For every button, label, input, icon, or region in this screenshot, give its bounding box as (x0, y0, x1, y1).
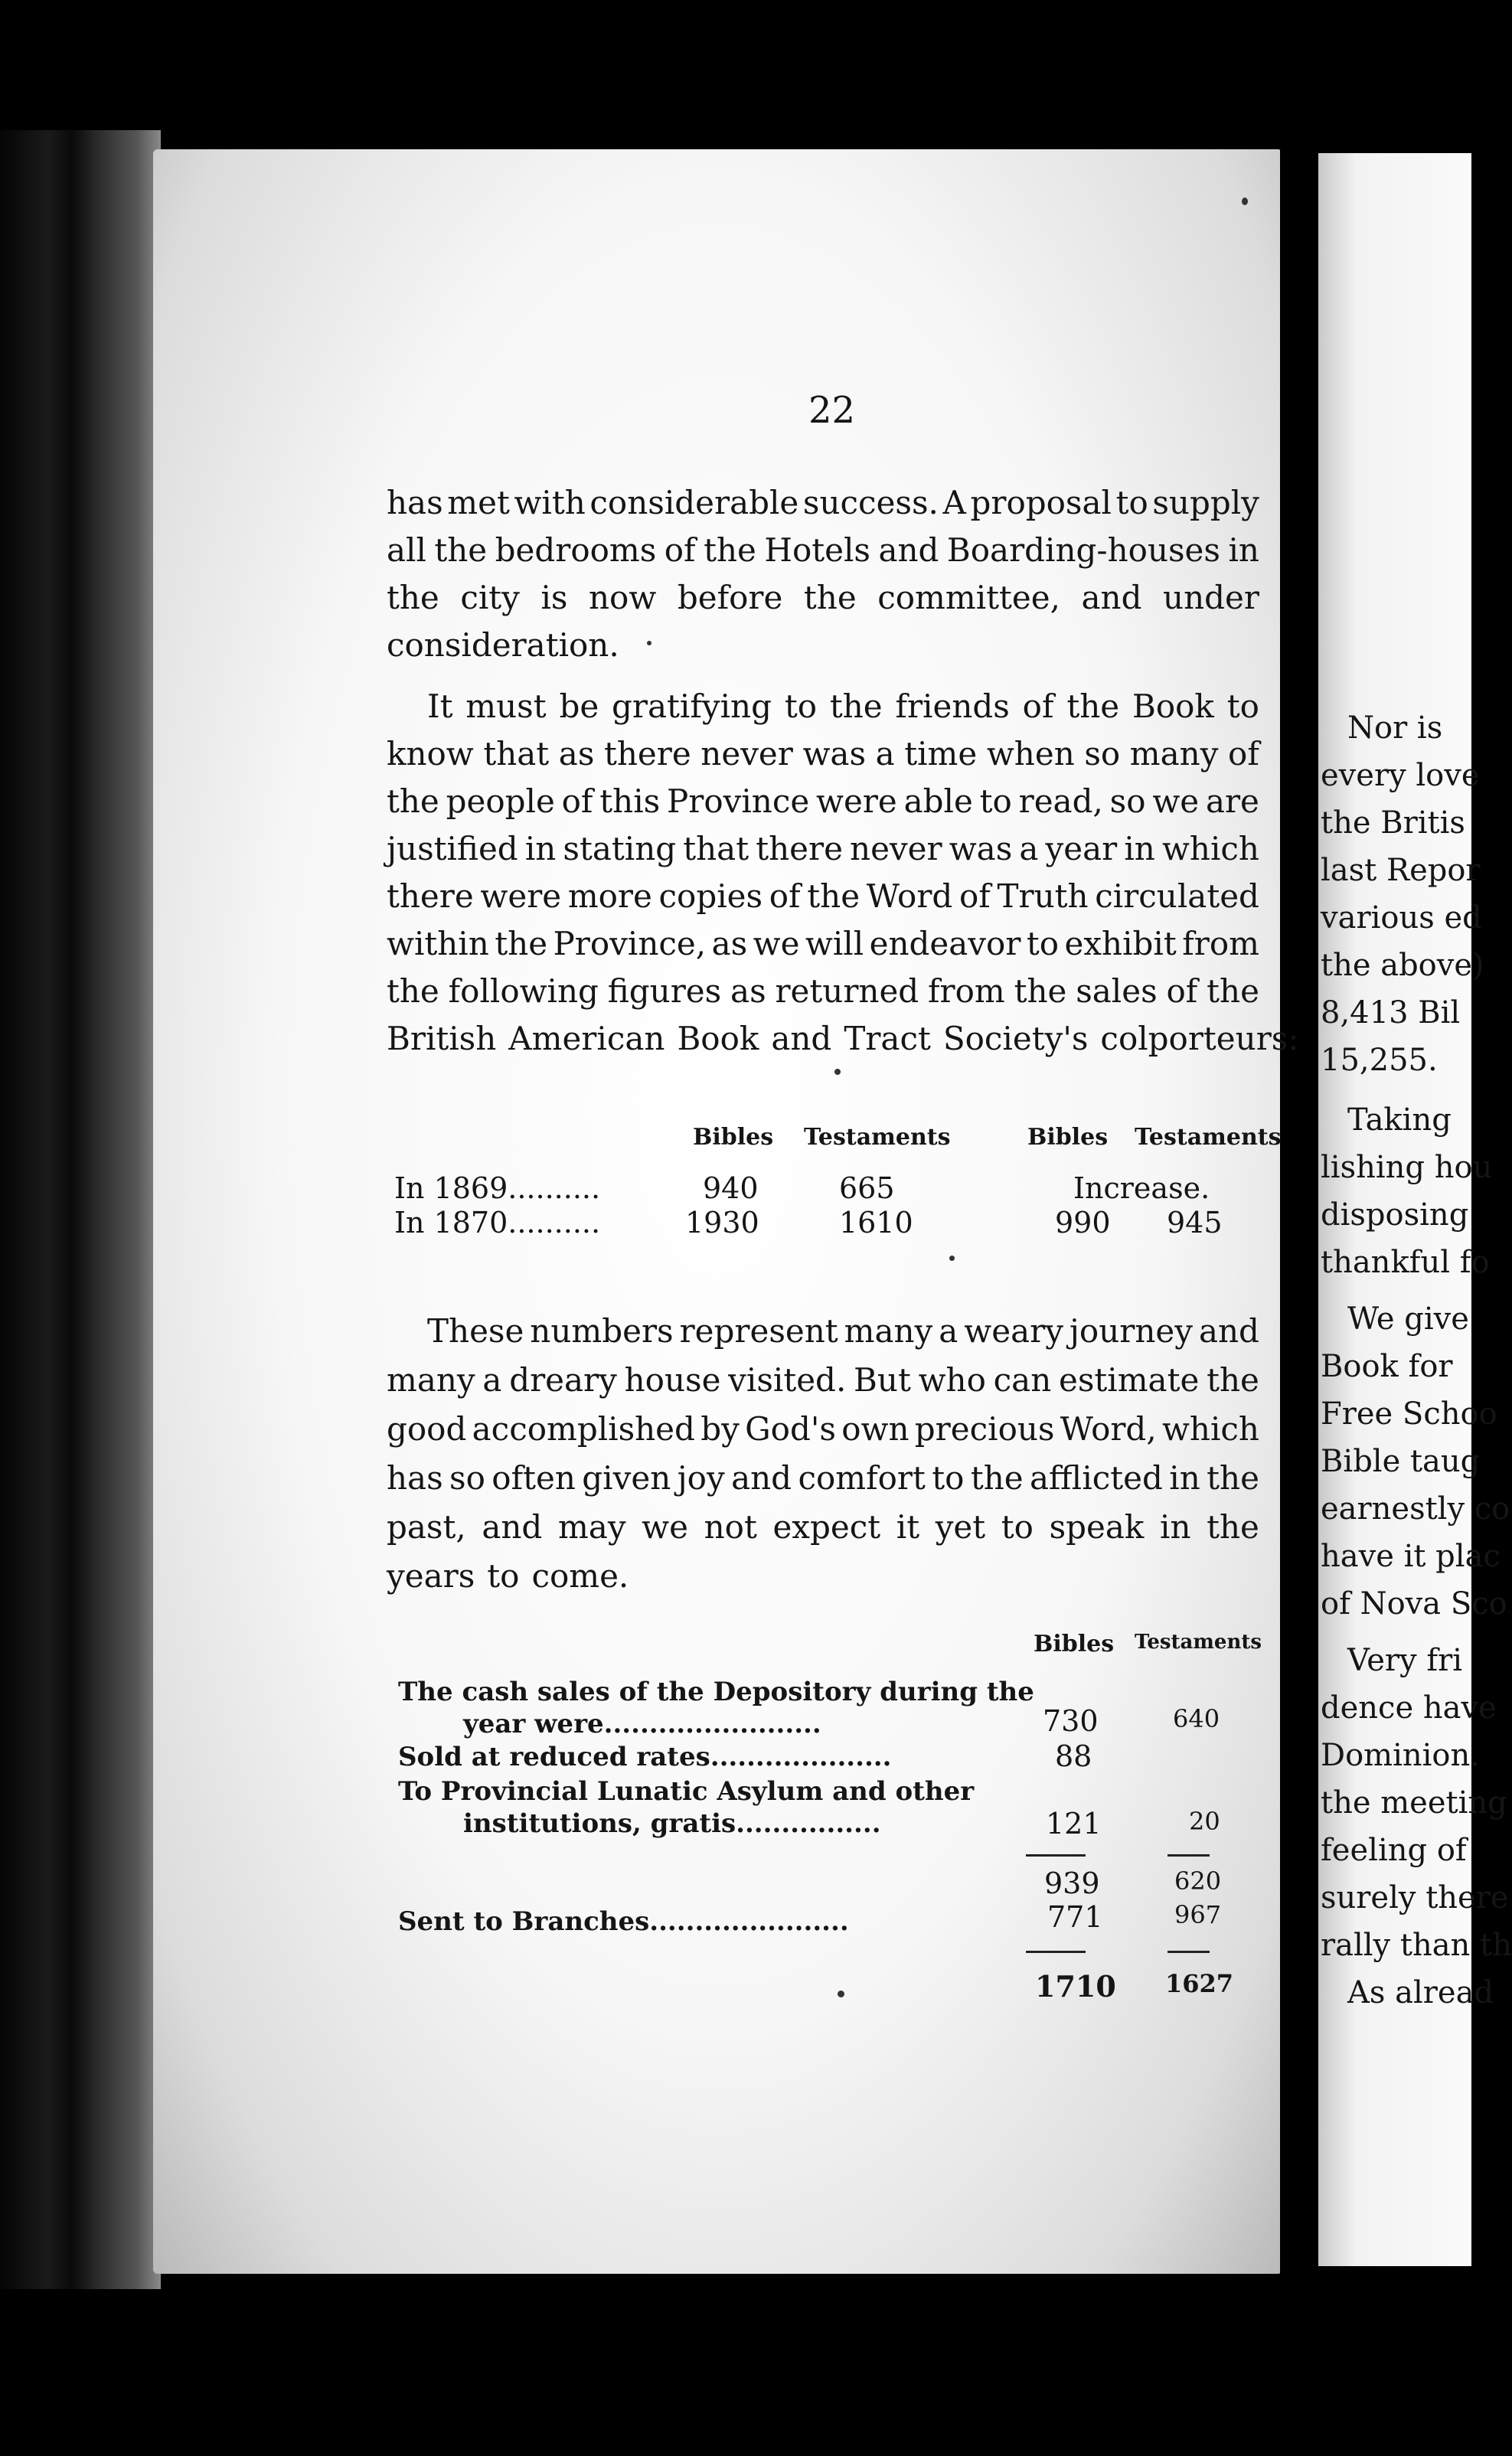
word: by (700, 1410, 740, 1448)
word: is (540, 579, 568, 616)
table1-header-inc-bibles: Bibles (1027, 1124, 1109, 1151)
scan-speck (834, 1069, 841, 1075)
word: to (784, 687, 817, 725)
word: comfort (798, 1459, 926, 1497)
table2-total-rule-testaments (1167, 1951, 1210, 1953)
right-page-line: Taking (1347, 1102, 1452, 1138)
word: of (1022, 687, 1054, 725)
word: a (875, 735, 895, 772)
text-line (387, 972, 1259, 1010)
word: consideration. (387, 626, 619, 664)
word: within (387, 925, 489, 962)
scan-speck (838, 1991, 844, 1997)
word: copies (658, 877, 763, 915)
word: the (434, 531, 488, 569)
right-page-line: have it plac (1321, 1539, 1501, 1574)
word: more (567, 877, 652, 915)
word: may (557, 1508, 626, 1546)
word: Boarding-houses (946, 531, 1220, 569)
right-page-line: the meeting (1321, 1785, 1507, 1821)
table1-cell-testaments: 1610 (839, 1206, 913, 1239)
right-page-line: the Britis (1321, 805, 1465, 841)
table2-cell-bibles: 121 (1046, 1807, 1102, 1840)
table2-row-line1: The cash sales of the Depository during the (398, 1677, 1034, 1707)
word: can (993, 1361, 1052, 1399)
word: so (449, 1459, 485, 1497)
text-line (387, 531, 1259, 569)
word: we (753, 925, 800, 962)
word: the (387, 579, 439, 616)
text-line (427, 687, 1259, 725)
text-line (387, 1557, 1259, 1595)
word: Tract (844, 1020, 931, 1057)
word: and (482, 1508, 543, 1546)
word: the (1207, 1508, 1259, 1546)
word: figures (607, 972, 722, 1010)
word: Book (1132, 687, 1214, 725)
word: the (1207, 1361, 1259, 1399)
right-page-line: Nor is (1347, 710, 1443, 746)
word: year (1045, 830, 1118, 867)
word: with (514, 484, 586, 521)
word: to (1226, 687, 1259, 725)
word: yet (935, 1508, 986, 1546)
text-line (387, 484, 1259, 521)
word: under (1163, 579, 1259, 616)
table2-row-line2: year were........................ (463, 1709, 821, 1739)
word: we (642, 1508, 688, 1546)
word: of (1228, 735, 1259, 772)
word: a (939, 1312, 958, 1350)
text-line (387, 1020, 1299, 1057)
word: which (1161, 830, 1259, 867)
word: Book (677, 1020, 759, 1057)
right-page-line: feeling of (1321, 1833, 1467, 1868)
table2-row-line1: To Provincial Lunatic Asylum and other (398, 1776, 975, 1807)
text-line (387, 1361, 1259, 1399)
word: to (932, 1459, 965, 1497)
scan-border-top (0, 0, 1464, 145)
word: able (903, 782, 973, 820)
word: has (387, 484, 443, 521)
text-line (387, 626, 1259, 664)
word: Province (667, 782, 810, 820)
word: years (387, 1557, 475, 1595)
page-number: 22 (808, 389, 856, 432)
scan-speck (647, 641, 651, 645)
right-page-line: thankful fo (1321, 1245, 1490, 1280)
word: in (524, 830, 557, 867)
table2-subtotal-bibles: 939 (1044, 1866, 1100, 1900)
word: the (495, 925, 548, 962)
right-page-line: Free Schoo (1321, 1396, 1497, 1432)
word: of (958, 877, 991, 915)
word: we (1152, 782, 1200, 820)
text-line (387, 735, 1259, 772)
word: many (844, 1312, 933, 1350)
word: when (986, 735, 1075, 772)
word: of (561, 782, 593, 820)
word: justified (387, 830, 518, 867)
word: A (942, 484, 966, 521)
word: visited. (728, 1361, 847, 1399)
table1-cell-inc-bibles: 990 (1055, 1206, 1111, 1239)
word: Word, (1060, 1410, 1157, 1448)
word: the (1066, 687, 1120, 725)
word: in (1228, 531, 1259, 569)
word: was (802, 735, 867, 772)
word: as (711, 925, 748, 962)
word: never (700, 735, 793, 772)
text-line (427, 1312, 1259, 1350)
right-page-line: last Repor (1321, 853, 1481, 888)
word: as (558, 735, 595, 772)
table1-header-testaments: Testaments (804, 1124, 951, 1151)
word: there (603, 735, 691, 772)
word: be (559, 687, 599, 725)
word: own (841, 1410, 909, 1448)
table2-branches-testaments: 967 (1174, 1900, 1222, 1929)
right-page-line: rally than th (1321, 1928, 1512, 1963)
word: returned (775, 972, 919, 1010)
word: read, (1018, 782, 1103, 820)
table1-cell-bibles: 940 (703, 1171, 759, 1205)
word: Society's (942, 1020, 1089, 1057)
table2-header-bibles: Bibles (1034, 1631, 1115, 1657)
word: to (979, 782, 1012, 820)
word: of (664, 531, 696, 569)
word: to (487, 1557, 520, 1595)
word: to (1115, 484, 1148, 521)
word: Province, (553, 925, 707, 962)
word: come. (531, 1557, 629, 1595)
word: accomplished (472, 1410, 695, 1448)
word: of (769, 877, 801, 915)
scan-border-bottom (0, 2289, 1464, 2456)
table1-header-inc-testaments: Testaments (1135, 1124, 1282, 1151)
word: in (1160, 1508, 1191, 1546)
right-page-line: Book for (1321, 1349, 1453, 1384)
word: the (1207, 972, 1259, 1010)
word: God's (745, 1410, 836, 1448)
word: the (704, 531, 756, 569)
word: considerable (589, 484, 799, 521)
word: a (1019, 830, 1039, 867)
word: many (1129, 735, 1219, 772)
word: the (387, 972, 439, 1010)
word: to (1001, 1508, 1034, 1546)
word: the (970, 1459, 1024, 1497)
right-page-line: disposing (1321, 1197, 1469, 1233)
word: It (427, 687, 453, 725)
word: dreary (509, 1361, 617, 1399)
table2-cell-bibles: 730 (1043, 1704, 1099, 1738)
word: were (816, 782, 897, 820)
word: British (387, 1020, 497, 1057)
word: circulated (1095, 877, 1259, 915)
word: the (803, 579, 857, 616)
scan-speck (1242, 198, 1248, 205)
word: represent (679, 1312, 838, 1350)
table1-row-label: In 1870.......... (394, 1206, 601, 1239)
table2-cell-testaments: 640 (1173, 1704, 1220, 1733)
word: and (1081, 579, 1142, 616)
table2-total-rule-bibles (1026, 1951, 1086, 1953)
table2-subtotal-testaments: 620 (1174, 1866, 1222, 1896)
word: and (731, 1459, 792, 1497)
word: there (756, 830, 843, 867)
table2-cell-testaments: 20 (1189, 1807, 1220, 1836)
word: weary (964, 1312, 1063, 1350)
table1-header-bibles: Bibles (693, 1124, 774, 1151)
right-page-line: Very fri (1347, 1643, 1463, 1678)
word: bedrooms (495, 531, 657, 569)
word: Truth (997, 877, 1089, 915)
table2-branches-label: Sent to Branches...................... (398, 1906, 849, 1937)
word: stating (563, 830, 677, 867)
table2-row-line1: Sold at reduced rates.................... (398, 1742, 892, 1772)
word: and (1198, 1312, 1259, 1350)
word: committee, (877, 579, 1060, 616)
word: supply (1152, 484, 1259, 521)
right-page-line: Dominion. (1321, 1738, 1480, 1773)
table1-cell-inc-testaments: 945 (1167, 1206, 1223, 1239)
right-page-line: lishing hou (1321, 1150, 1493, 1185)
right-page-line: Bible taug (1321, 1444, 1481, 1479)
word: joy (677, 1459, 725, 1497)
word: success. (802, 484, 939, 521)
right-page-line: dence have (1321, 1690, 1497, 1726)
word: there (387, 877, 474, 915)
text-line (387, 830, 1259, 867)
word: from (928, 972, 1005, 1010)
text-line (387, 579, 1259, 616)
word: the (387, 782, 439, 820)
word: past, (387, 1508, 466, 1546)
word: But (854, 1361, 911, 1399)
table2-subtotal-rule-bibles (1026, 1854, 1086, 1857)
word: people (446, 782, 555, 820)
word: all (387, 531, 426, 569)
right-page-line: various ed (1321, 900, 1482, 936)
right-page-line: of Nova Sco (1321, 1586, 1507, 1622)
word: proposal (970, 484, 1112, 521)
word: so (1109, 782, 1146, 820)
word: and (878, 531, 939, 569)
word: time (904, 735, 978, 772)
table1-cell-testaments: 665 (839, 1171, 895, 1205)
word: who (918, 1361, 986, 1399)
word: house (624, 1361, 721, 1399)
word: journey (1069, 1312, 1193, 1350)
word: was (949, 830, 1013, 867)
word: following (448, 972, 599, 1010)
text-line (387, 877, 1259, 915)
text-line (387, 1410, 1259, 1448)
right-page-line: 15,255. (1321, 1043, 1438, 1078)
word: sales (1076, 972, 1158, 1010)
word: estimate (1059, 1361, 1200, 1399)
word: this (599, 782, 661, 820)
word: given (582, 1459, 671, 1497)
word: the (1014, 972, 1067, 1010)
word: it (896, 1508, 920, 1546)
table2-subtotal-rule-testaments (1167, 1854, 1210, 1857)
table2-row-line2: institutions, gratis................ (463, 1808, 881, 1839)
word: from (1182, 925, 1259, 962)
book-spine (0, 130, 161, 2297)
word: endeavor (869, 925, 1021, 962)
word: to (1026, 925, 1060, 962)
table1-increase-label: Increase. (1073, 1171, 1210, 1205)
right-page-line: the above) (1321, 948, 1484, 983)
text-line (387, 925, 1259, 962)
word: has (387, 1459, 443, 1497)
word: which (1161, 1410, 1259, 1448)
word: colporteurs: (1100, 1020, 1299, 1057)
table2-cell-bibles: 88 (1055, 1739, 1092, 1773)
page-gutter (1280, 130, 1320, 2297)
word: Hotels (764, 531, 870, 569)
word: met (447, 484, 510, 521)
word: often (491, 1459, 576, 1497)
word: numbers (530, 1312, 674, 1350)
word: a (482, 1361, 502, 1399)
word: afflicted (1030, 1459, 1163, 1497)
table2-header-testaments: Testaments (1135, 1631, 1262, 1654)
word: in (1169, 1459, 1200, 1497)
word: the (829, 687, 883, 725)
word: speak (1049, 1508, 1145, 1546)
right-page-line: As alread (1347, 1975, 1494, 2010)
word: expect (772, 1508, 881, 1546)
word: exhibit (1064, 925, 1177, 962)
word: were (480, 877, 562, 915)
right-page-line: surely there (1321, 1880, 1509, 1915)
word: good (387, 1410, 467, 1448)
word: gratifying (612, 687, 772, 725)
word: that (483, 735, 550, 772)
word: of (1166, 972, 1198, 1010)
word: precious (914, 1410, 1055, 1448)
table2-total-bibles: 1710 (1035, 1969, 1116, 2004)
text-line (387, 782, 1259, 820)
word: friends (895, 687, 1010, 725)
right-page-line: 8,413 Bil (1321, 995, 1461, 1030)
table2-total-testaments: 1627 (1165, 1969, 1234, 1998)
word: American (508, 1020, 665, 1057)
word: These (427, 1312, 524, 1350)
text-line (387, 1459, 1259, 1497)
word: in (1124, 830, 1155, 867)
right-page-line: earnestly co (1321, 1491, 1510, 1527)
word: must (465, 687, 547, 725)
word: many (387, 1361, 475, 1399)
word: before (677, 579, 783, 616)
word: so (1084, 735, 1121, 772)
word: now (589, 579, 657, 616)
word: the (807, 877, 861, 915)
text-line (387, 1508, 1259, 1546)
word: the (1207, 1459, 1259, 1497)
word: know (387, 735, 474, 772)
word: never (850, 830, 942, 867)
word: are (1205, 782, 1259, 820)
table2-branches-bibles: 771 (1047, 1900, 1103, 1934)
word: and (771, 1020, 832, 1057)
table1-row-label: In 1869.......... (394, 1171, 601, 1205)
scan-speck (949, 1256, 955, 1261)
word: not (704, 1508, 757, 1546)
word: city (460, 579, 520, 616)
word: as (730, 972, 766, 1010)
right-page-line: We give (1347, 1301, 1469, 1337)
table1-cell-bibles: 1930 (685, 1206, 759, 1239)
right-page-line: every love (1321, 758, 1480, 793)
word: that (683, 830, 749, 867)
word: will (805, 925, 864, 962)
word: Word (866, 877, 953, 915)
